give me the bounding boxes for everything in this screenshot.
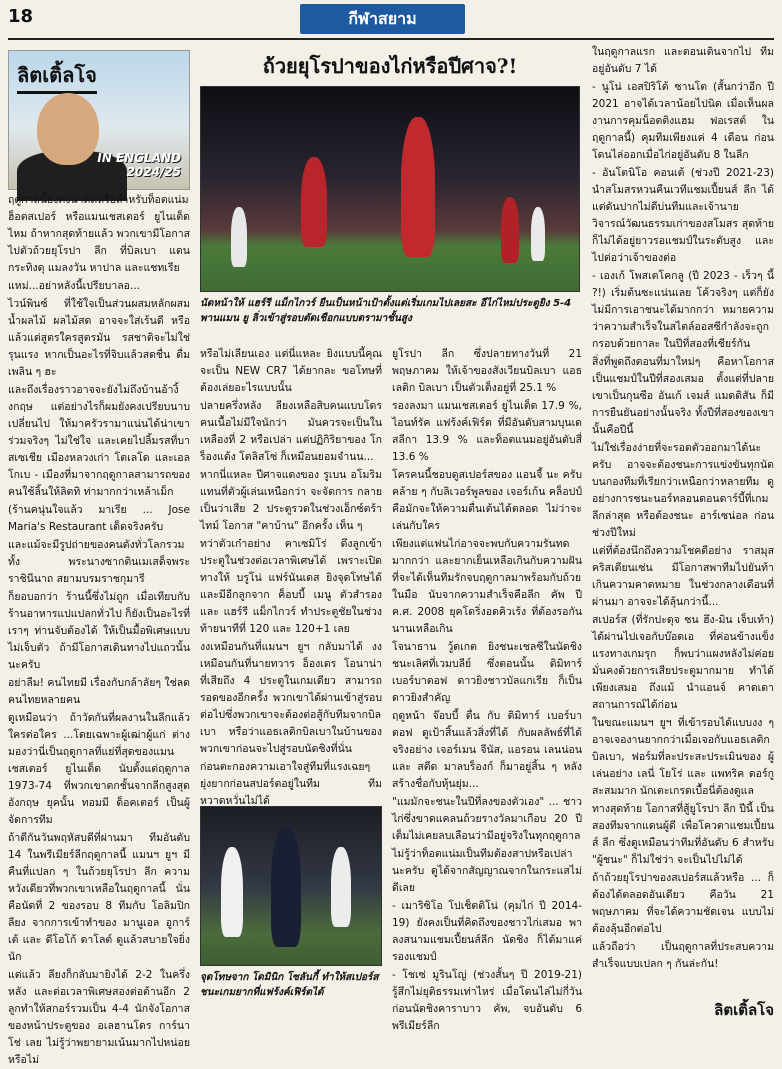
column-logo [8, 50, 190, 190]
paragraph: แต่ที่ต้องนึกถึงความโชคดีอย่าง ราสมุส คริสเตียนเซ่น มีโอกาสพาทีมไปยันท้าเกินความคาดหมาย ในช่วงกลางเดือนที่ผ่านมา อาจจะได้ลุ้นกว่านี้... [592, 545, 774, 608]
paragraph: รองลงมา แมนเชสเตอร์ ยูไนเต็ด 17.9 %, ไอนท์รัค แฟร้งค์เฟิร์ต ที่มีอันดับสามบุนเดสลีกา 13.9 % และท็อตแนมอยู่อันดับสี่ 13.6 % [392, 400, 582, 463]
paragraph: ก็ยอบอกว่า ร้านนี้ซึ่งไม่ถูก เมื่อเทียบกับร้านอาหารแปแปลกทั่วไป ก็ยังเป็นอะไรที่เราๆ ท่านจับต้องได้ ให้เป็นมื้อพิเศษแบบไม่เจ็บตัว ถ้ามีโอกาสเดินทางไปแถวนั้นนะครับ [8, 591, 190, 671]
paragraph: ในฤดูกาลแรก และตอนเดินจากไป ทีมอยู่อันดับ 7 ได้ [592, 46, 774, 75]
player-figure [331, 847, 351, 927]
paragraph: ไม่ใช่เรื่องง่ายที่จะรอดตัวออกมาได้นะครับ อาจจะต้องชนะการแข่งขันทุกนัดบนกองทีมที่เรียกว่าเหนือกว่าหลายทีม ดูอย่างการชนะนอร์ทลอนดอนดาร์บี้ที่เกมลีกล่าสุด หรือต้องชนะ อาร์เซน่อล ก่อนช่วงปีใหม่ [592, 442, 774, 539]
paragraph: แต่แล้ว ลียงก็กลับมายิงได้ 2-2 ในครึ่งหลัง และต่อเวลาพิเศษสองต่อต้านอีก 2 ลูกทำให้สกอร์รวมเป็น 4-4 นักจังโอกาสของหน้าประตูของ อเลฮานโดร การ์นาโช่ เลย ไม่รู้ว่าพยายามเน้นมากไปหน่อยหรือไม่ [8, 969, 190, 1066]
secondary-photo [200, 806, 382, 966]
column-logo-line1: IN ENGLAND [97, 151, 181, 165]
text-column-1 [8, 192, 190, 1066]
header-rule [8, 38, 774, 40]
text-column-4 [592, 44, 774, 974]
text-column-2 [200, 346, 382, 806]
page-number: 18 [8, 6, 34, 27]
paragraph: - นูโน่ เอสปิริโต้ ซานโต (สั้นกว่าอีก ปี 2021 อาจได้เวลาน้อยไปนิด เมื่อเห็นผลงานการคุมน็อตติงแฮม ฟอเรสต์ ในฤดูกาลนี้) คุมทีมเพียงแค่ 4 เดือน ก่อนโดนไล่ออกเมื่อไก่อยู่อันดับ 8 ในลีก [592, 81, 774, 161]
paragraph: "แมมักจะชนะในปีที่ลงของตัวเอง" ... ชาวไก่ซึ่งขาดแคลนถ้วยรางวัลมาเกือบ 20 ปีเต็มไม่เคยลบเลือนว่ามีอยู่จริงในทุกฤดูกาล [392, 796, 582, 842]
player-figure [531, 207, 545, 261]
paragraph: แหม่...อย่าหลังนี้เปรียบาลอ... [8, 280, 140, 292]
column-logo-title: ลิตเติ้ลโจ [17, 59, 97, 94]
player-figure [221, 847, 243, 937]
paragraph: อย่าลืม! คนไทยมี เรื่องกับกล้าลัยๆ ใช่ลดคนไทยหลายคน [8, 677, 190, 706]
paragraph: แล้วถือว่า เป็นฤดูกาลที่ประสบความสำเร็จแบบเปลก ๆ กันล่ะกัน! [592, 941, 774, 970]
paragraph: - เมาริซิโอ โปเช็ตติโน่ (คุมไก่ ปี 2014-19) ยังคงเป็นที่คิดถึงของชาวไก่เสมอ พาลงสนามแชมเปี้ยนส์ลีก นัดชิง ก็ได้มาแค่รองแชมป์ [392, 900, 582, 963]
paragraph: งงเหมือนกันที่แมนฯ ยูฯ กลับมาได้ งงเหมือนกันที่นายทวาร อ็องเดร โอนาน่า ที่เสียถึง 4 ประตูในเกมเดียว สามารถรอดของอีกครั้ง พวกเขาได้ผ่านเข้าสู่รอบต่อไปซึ่งพวกเขาจะต้องต่อสู้กับทีมจากบิลเบา หรือว่าแอธเลติกบิลเบาในบ้านของพวกเขาก่อนจะไปสู่รอบนัดชิงที่นั่น [200, 641, 382, 755]
paragraph: ไม่รู้ว่าท็อตแน่มเป็นทีมต้องสาปหรือเปล่านะครับ ดูได้จากสัญญาณจากในกระแสไม่ดีเลย [392, 848, 582, 894]
paragraph: ปลายครึ่งหลัง ลียงเหลือสิบคนแบบโดรคนเนื้อไม่มีใจนักว่า มันควรจะเป็นในเหลืองที่ 2 หรือเปล่า แต่ปฏิกิริยาของ โกร็องแด้ง โตลิสโซ่ ก็เหมือนยอมจำนน... [200, 400, 382, 463]
player-figure [231, 207, 247, 267]
main-photo-caption: นัดหน้าให้ แฮร์รี แม็กไกวร์ ยืนเป็นหน้าเป้าตั้งแต่เริ่มเกมไปเลยสะ อีไก่ไหม่ประตูยิง 5-4 พานแมน ยู ลิ่วเข้าสู่รอบตัดเชือกแบบดรามาชั้นสูง [200, 298, 572, 324]
paragraph: โครคนนี้ชอบดูสเปอร์สของ แอนจี้ นะ ครับ คล้าย ๆ กับลิเวอร์พูลของ เจอร์เก้น คล็อปป์ คือมักจะให้ความตื่นเต้นได้ตลอด ไม่ว่าจะเล่นกับใคร [392, 469, 582, 532]
paragraph: ถ้าถ้วยยุโรปาของสเปอร์สแล้วหรือ ... ก็ต้องได้ตลอดอันเดียว คือวัน 21 พฤษภาคม ที่จะได้ความชัดเจน แบบไม่ต้องลุ้นอีกต่อไป [592, 872, 774, 935]
paragraph: ทางสุดท้าย โอกาสที่สู้ยูโรปา ลีก ปีนี้ เป็นสองทีมจากแดนผู้ดี เพื่อโควตาแชมเปี้ยนส์ ลีก ซึ่งดูเหมือนว่าทีมที่อันดับ 6 สำหรับ "ผู้ชนะ" ก็ไม่ใช่ว่า จะเป็นไปไม่ได้ [592, 803, 774, 866]
paragraph: - โชเซ่ มูรินโญ่ (ช่วงสั้นๆ ปี 2019-21) รู้สึกไม่ยุติธรรมเท่าไหร่ เมื่อโดนไล่ไม่กี่วันก่อนนัดชิงคาราบาว คัพ, จบอันดับ 6 พรีเมียร์ลีก [392, 969, 582, 1032]
paragraph: ถ้าดีกันวันพฤหัสบดีที่ผ่านมา ทีมอันดับ 14 ในพรีเมียร์ลีกฤดูกาลนี้ แมนฯ ยูฯ มีคืนที่แปลก ๆ ในถ้วยยุโรปา ลีก ความหวังเดียวที่พวกเขาเหลือในฤดูกาลนี้ นั่นคือนัดที่ 2 ของรอบ 8 ทีมกับ โอลิมปิก ลียง จากการเข้าทำของ มานูเอล อูการ์เต้ และ ดีโอโก้ ดาโลต์ ดูแล้วสบายใจยิ่งนัก [8, 832, 190, 963]
player-figure [501, 197, 519, 263]
paragraph: ทว่าตัวเก๋าอย่าง คาเซมิโร่ ดึงลูกเข้าประตูในช่วงต่อเวลาพิเศษได้ เพราะเปิดทางให้ บรูโน่ แฟร์นันเดส ยิงจุดโทษได้ และมีอีกลูกจาก ค็อบบี้ เมนู ตัวสำรอง และ แฮร์รี แม็กไกวร์ ทำประตูชัยในช่วงท้ายนาทีที่ 120 และ 120+1 เลย [200, 538, 382, 635]
paragraph: ก่อนตะกองความเอาใจสู่ทีมที่แรงเฉยๆ ยุ่งยากก่อนสปอร์ตอยู่ในทีม ทีมหวาดหวั่นไม่ได้ [200, 761, 382, 807]
paragraph: สิ่งที่พูดถึงตอนที่มาใหม่ๆ คือหาโอกาสเป็นแชมป์ในปีที่สองเสมอ ตั้งแต่ที่ปลายเขาเป็นกุนซือ อันเก้ เจมส์ แมดดิสัน ก็มีการยืนยันอย่างนั้นจริง ทั้งปีที่สองของเขานั้นคือปีนี้ [592, 356, 774, 436]
author-byline: ลิตเติ้ลโจ [714, 1001, 774, 1019]
paragraph: - เองเก้ โพสเตโคกลู (ปี 2023 - เร็วๆ นี้ ?!) เริ่มต้นซะแน่นเลย โค้วจริงๆ แต่ก็ยังไม่มีการเอาชนะได้มากกว่า หมายความว่าความสำเร็จในสไตล์ออสซีกำลังจะถูกกรอบด้วยกาละ ในปีที่สองที่เชียร์กัน [592, 270, 774, 350]
player-figure [401, 117, 435, 257]
player-figure [271, 827, 301, 947]
paragraph: ฤดูหน้า จ๊อบบี้ ตื่น กับ ดิมิทาร์ เบอร์บาตอฟ ดูเป้าสิ้นแล้วสิ่งที่ได้ กับผลลัพธ์ที่ได้จริงอย่าง เจอร์เมน จีนัส, แอรอน เลนน่อน และ สตีด มาลบร็องก์ ก็มาอยู่สิ้น ๆ หลังสร้างชื่อกับหุ้นยุ่ม... [392, 710, 582, 790]
column-logo-subtitle [97, 151, 181, 179]
text-column-3 [392, 346, 582, 1032]
secondary-photo-caption: จุดโทษจาก โดมินิก โซลันกี้ ทำให้สเปอร์สชนะเกมยากที่แฟร้งค์เฟิร์ตได้ [200, 972, 379, 998]
columnist-portrait [37, 93, 99, 165]
paragraph: หรือไม่เลียนเอง แต่นี่แหละ ยิงแบบนี้คุณจะเป็น NEW CR7 ได้ยากละ ขอโทษที่ต้องเล่ยอะไรแบบนั้น [200, 348, 382, 394]
article-headline: ถ้วยยุโรปาของไก่หรือปีศาจ?! [262, 54, 518, 78]
paragraph: และถึงเรื่องราวอาจจะยังไม่ถึงบ้านอ้างิ้งกฤษ แต่อย่างไรก็ผมยังคงเปรียบนาบเปลี่ยนไป ให้มาครัวรามาแน่นได้น่าเขาร่วมจริงๆ ไม่ใช่ใจ และเคยไปลิ้มรสที่บาสเซเชีย เมืองหลวงเก่า โตเลโด และเอลโกเบ - เมืองที่มาจากฤดูกาลสามารถของคนใช้ลิ้นให้ลิตทิ ท่ามากกว่าเหล้าเม็ก [8, 384, 190, 498]
paragraph: ยูโรปา ลีก ซึ่งปลายทางวันที่ 21 พฤษภาคม ให้เจ้าของสังเวียนบิลเบา แอธเลติก บิลเบา เป็นตัวเต็งอยู่ที่ 25.1 % [392, 348, 582, 394]
paragraph: (ร้านคนุ่นใจแล้ว มาเรีย ... Jose Maria's Restaurant เด็ดจริงครับ [8, 504, 190, 533]
paragraph: ดูเหมือนว่า ถ้าวัดกันที่ผลงานในลีกแล้ว ใครต่อใคร ...โดยเฉพาะผู้เฒ่าผู้แก่ ต่างมองว่านี่เป็นฤดูกาลที่แย่ที่สุดของแมนเชสเตอร์ ยูไนเต็ด นับตั้งแต่ฤดูกาล 1973-74 ที่พวกเขาตกชั้นจากลีกสูงสุดอังกฤษ ยุคนั้น ทอมมี ด็อคเตอร์ เป็นผู้จัดการทีม [8, 712, 190, 826]
paragraph: และแม้จะมีรูปถ่ายของคนดังทั่วโลกรวมทั้ง พระนางซากตินเมเสด็จพระราชินีนาถ สยามบรมราชกุมารี [8, 539, 190, 585]
paragraph: เพียงแต่แฟนไก่อาจจะพบกับความรันทดมากกว่า และยากเย็นเหลือเกินกับความฝันที่จะได้เห็นทีมรักจบฤดูกาลมาพร้อมกับถ้วยในมือ นับจากความสำเร็จคือลีก คัพ ปี ค.ศ. 2008 ยุคโดริ่งอดคิวเร้ง ที่ต้องรอกันนานเหลือเกิน [392, 538, 582, 635]
section-masthead: กีฬาสยาม [300, 4, 465, 34]
paragraph: - อันโตนิโอ คอนเต้ (ช่วงปี 2021-23) นำสโมสรหวนคืนเวทีแชมเปี้ยนส์ ลีก ได้ แต่ดันปากไม่ดีบ่นทีมและเจ้านาย วิจารณ์วัฒนธรรมเก่าของสโมสร สุดท้ายก็ไม่ได้อยู่ยาวรอแชมป์ในระดับสูง และไปต่อว่าเจ้าของต่อ [592, 167, 774, 264]
paragraph: สเปอร์ส (ที่รักปะดุจ ซน ฮึง-มิน เจ็บเท้า) ได้ผ่านไปเจอกับบ๊อดเอ ที่ค่อนข้างแข็งแรงทางเกมรุก ก็พบว่าแผงหลังไม่ค่อยมั่นคงด้วยการเสียประตูมากมาย ทำได้เพียงเสมอ ถึงแม้ นำแอนจ์ คาดเดาสถานการณ์ได้ก่อน [592, 614, 774, 711]
paragraph: ในขณะแมนฯ ยูฯ ที่เข้ารอบได้แบบงง ๆ อาจเจองานยากกว่าเมื่อเจอกับแอธเลติก บิลเบา, ฟอร์มที่ละประสะประเมินของ ผู้เล่นอย่าง เลนี่ โยโร่ และ แพทริค ดอร์กู สะสมมาก นักเตะเกรดเบื้อนี่ต้องดูแล [592, 717, 774, 797]
main-photo [200, 86, 580, 292]
paragraph: ไวน์พินซ์ ที่ใช้ใจเป็นส่วนผสมหลักผสมน้ำผลไม้ ผลไม้สด อาจจะใส่เร้นดี หรือแล้วแต่สูตรใครสูตรมัน รสชาติจะไม่ใช่รุนแรง หากเป็นอะไรที่จิบแล้วสดชื่น ดื่มเพลิน ๆ ฮะ [8, 298, 190, 378]
page-header [0, 0, 782, 40]
paragraph: ฤดูกาลนี้ยังคงน่าติดหรือลำหรับท็อตแน่ม ฮ็อตสเปอร์ หรือแมนเชสเตอร์ ยูไนเต็ด ไหม ถ้าหากสุดท้ายแล้ว พวกเขามีโอกาสไปตัวถ้วยยุโรปา ลีก ที่บิลเบา แดนกระทิงดุ แมลงวัน หาปาล และแชทเรีย [8, 194, 190, 274]
column-logo-line2: 2024/25 [126, 165, 181, 179]
paragraph: หากนี่แหละ ปีศาจแดงของ รูเบน อโมริม แทนที่ตัวผู้เล่นเหนือกว่า จะจัดการ กลายเป็นว่าเสีย 2 ประตูรวดในช่วงเอ็กซ์ตร้าไทม์ โอกาส "คาบ้าน" อีกครั้ง เห็น ๆ [200, 469, 382, 532]
paragraph: โจนาธาน วู้ดเกต ยิงชนะเชลซีในนัดชิงชนะเลิศที่เวมบลีย์ ซึ่งตอนนั้น ดิมิทาร์ เบอร์บาตอฟ ดาวยิงชาวบัลแกเรีย ก็เป็นดาวยิงสำคัญ [392, 641, 582, 704]
player-figure [301, 157, 327, 247]
